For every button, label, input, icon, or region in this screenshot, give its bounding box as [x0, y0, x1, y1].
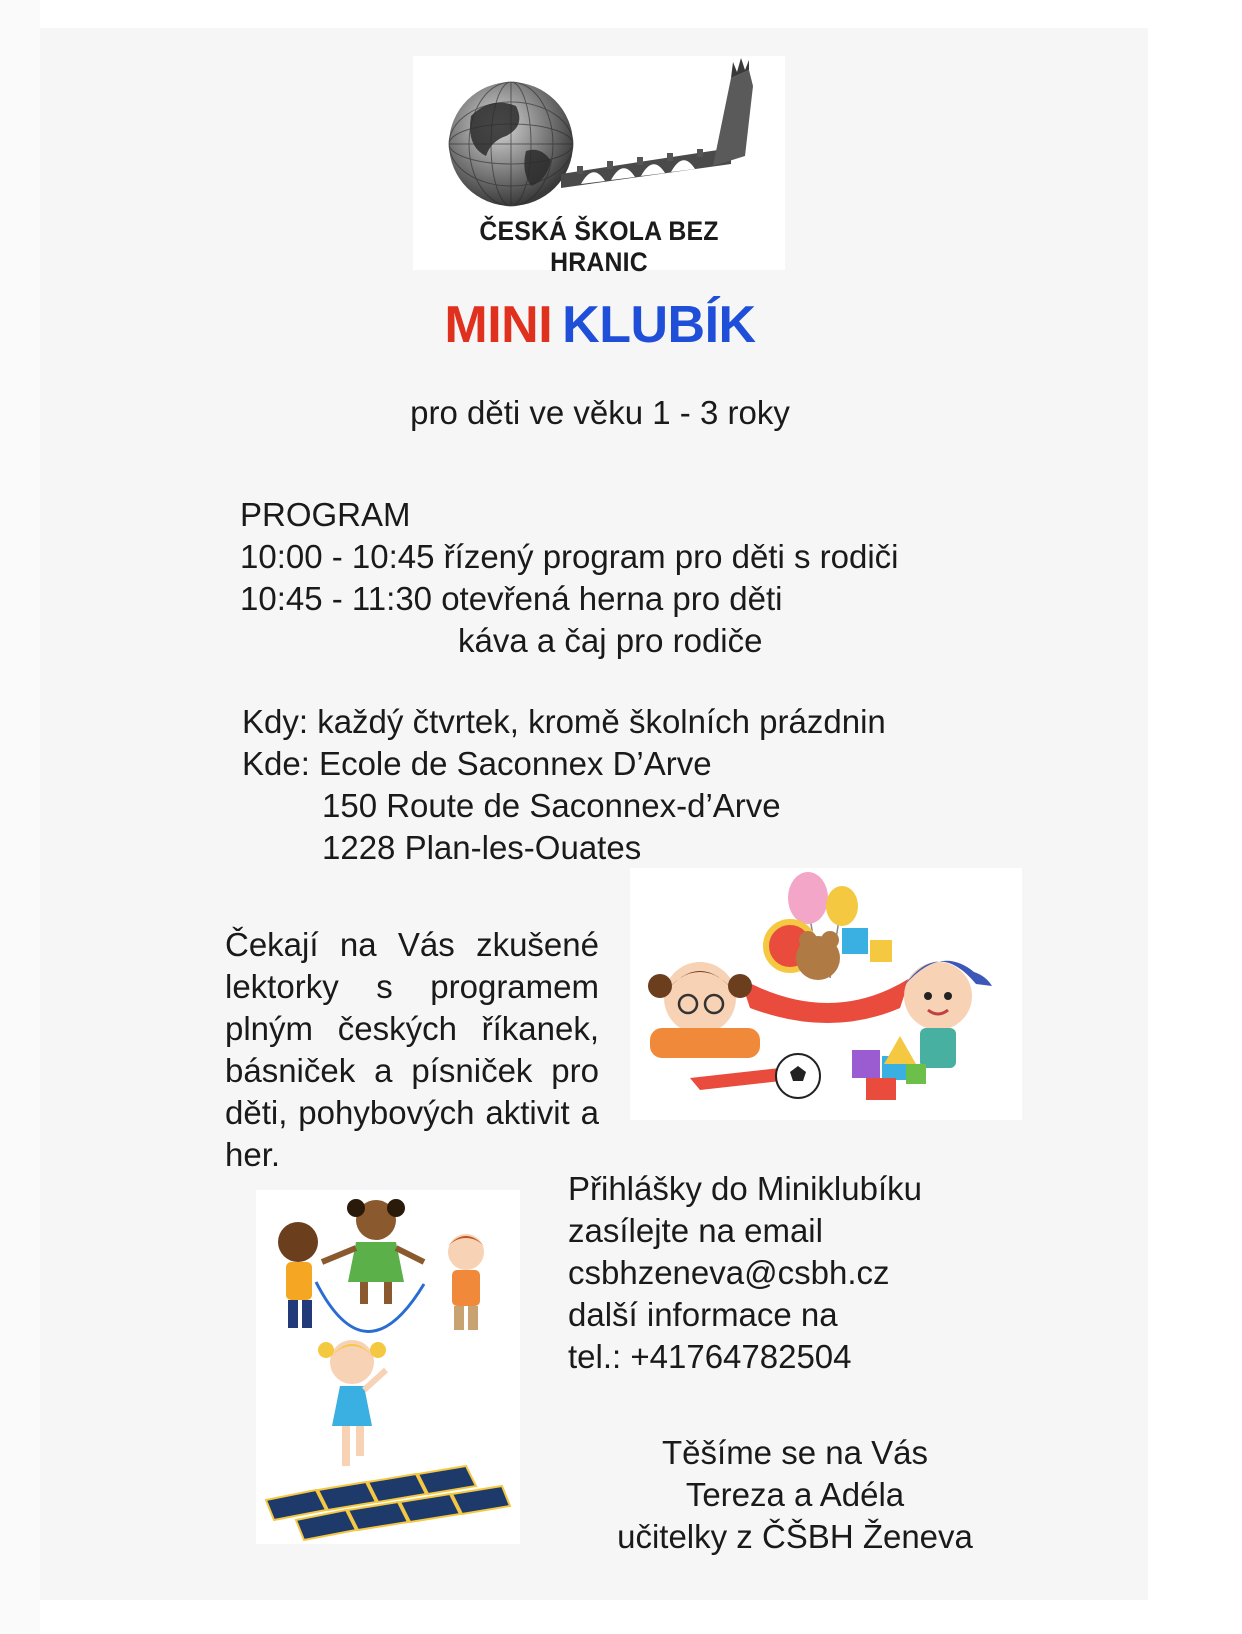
when-where-section [242, 701, 886, 869]
program-line-1: 10:00 - 10:45 řízený program pro děti s rodiči [240, 538, 899, 575]
logo-text: ČESKÁ ŠKOLA BEZ HRANIC [479, 216, 719, 277]
address-line-1: 150 Route de Saconnex-d’Arve [322, 787, 781, 824]
when-line: Kdy: každý čtvrtek, kromě školních prázdnin [242, 703, 886, 740]
closing-section [575, 1432, 1015, 1558]
contact-section [568, 1168, 922, 1378]
where-line: Kde: Ecole de Saconnex D’Arve [242, 745, 712, 782]
page-title [300, 295, 900, 355]
program-line-3: káva a čaj pro rodiče [458, 622, 763, 659]
school-logo [413, 56, 785, 277]
description-paragraph [225, 924, 599, 1176]
program-section [240, 494, 899, 662]
globe-bridge-logo-icon [431, 56, 771, 216]
title-klubik: KLUBÍK [562, 296, 756, 354]
contact-line-1: Přihlášky do Miniklubíku [568, 1170, 922, 1207]
program-heading: PROGRAM [240, 496, 411, 533]
program-line-2: 10:45 - 11:30 otevřená herna pro děti [240, 580, 783, 617]
contact-line-4: další informace na [568, 1296, 838, 1333]
closing-line-1: Těšíme se na Vás [662, 1434, 928, 1471]
description-text: Čekají na Vás zkušené lektorky s programem plným českých říkanek, básniček a písniček pro děti, pohybových aktivit a her. [225, 926, 599, 1173]
closing-line-2: Tereza a Adéla [685, 1476, 905, 1513]
toys-illustration [630, 868, 1022, 1120]
subtitle-age: pro děti ve věku 1 - 3 roky [410, 394, 790, 431]
contact-phone[interactable]: tel.: +41764782504 [568, 1338, 852, 1375]
contact-line-2: zasílejte na email [568, 1212, 823, 1249]
contact-email[interactable]: csbhzeneva@csbh.cz [568, 1254, 890, 1291]
left-margin [0, 0, 40, 1634]
closing-line-3: učitelky z ČŠBH Ženeva [617, 1518, 973, 1555]
kids-playing-illustration [256, 1190, 520, 1544]
title-mini: MINI [444, 296, 553, 354]
address-line-2: 1228 Plan-les-Ouates [322, 829, 642, 866]
